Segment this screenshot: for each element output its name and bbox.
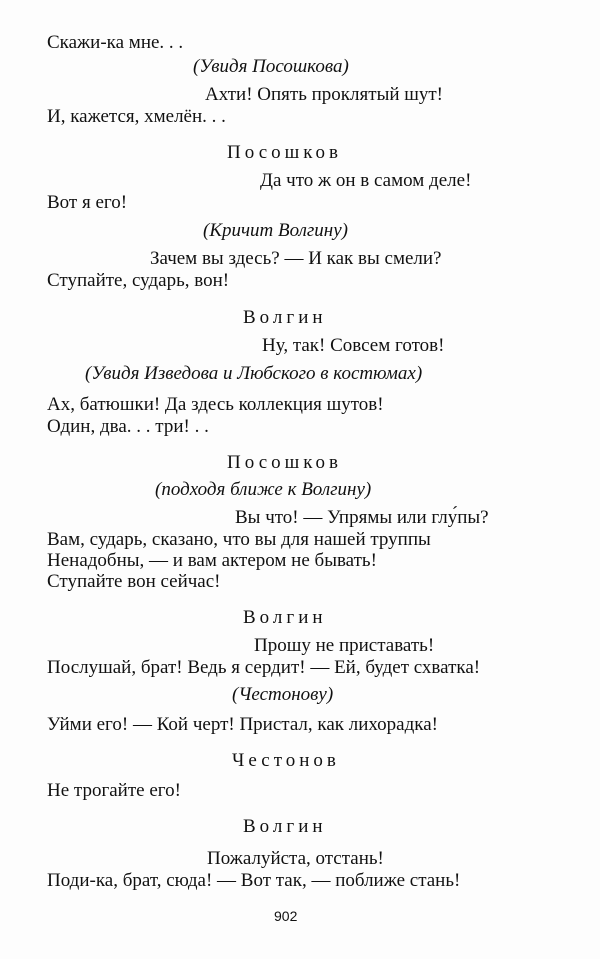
stage-direction: (Кричит Волгину) (203, 220, 348, 241)
verse-line: Ахти! Опять проклятый шут! (205, 84, 444, 105)
stage-direction: (подходя ближе к Волгину) (155, 479, 372, 500)
verse-line: Скажи-ка мне. . . (47, 32, 184, 53)
speaker-name: Посошков (227, 452, 342, 473)
verse-line: Поди-ка, брат, сюда! — Вот так, — поближе стань! (47, 870, 461, 891)
verse-line: Ступайте, сударь, вон! (47, 270, 230, 291)
speaker-name: Волгин (243, 307, 327, 328)
verse-line: Ненадобны, — и вам актером не бывать! (47, 550, 377, 571)
stage-direction: (Увидя Изведова и Любского в костюмах) (85, 363, 423, 384)
verse-line: И, кажется, хмелён. . . (47, 106, 226, 127)
speaker-name: Волгин (243, 816, 327, 837)
verse-line: Один, два. . . три! . . (47, 416, 209, 437)
verse-line: Не трогайте его! (47, 780, 181, 801)
verse-line: Зачем вы здесь? — И как вы смели? (150, 248, 442, 269)
verse-line: Пожалуйста, отстань! (207, 848, 384, 869)
verse-line: Вам, сударь, сказано, что вы для нашей труппы (47, 529, 431, 550)
verse-line: Вот я его! (47, 192, 128, 213)
verse-line: Да что ж он в самом деле! (260, 170, 472, 191)
speaker-name: Волгин (243, 607, 327, 628)
speaker-name: Посошков (227, 142, 342, 163)
speaker-name: Честонов (232, 750, 340, 771)
page-number: 902 (274, 908, 298, 924)
stage-direction: (Увидя Посошкова) (193, 56, 349, 77)
verse-line: Послушай, брат! Ведь я сердит! — Ей, будет схватка! (47, 657, 481, 678)
verse-line: Вы что! — Упрямы или глу́пы? (235, 507, 489, 528)
stage-direction: (Честонову) (232, 684, 334, 705)
verse-line: Ах, батюшки! Да здесь коллекция шутов! (47, 394, 384, 415)
verse-line: Уйми его! — Кой черт! Пристал, как лихорадка! (47, 714, 438, 735)
verse-line: Ступайте вон сейчас! (47, 571, 221, 592)
verse-line: Прошу не приставать! (254, 635, 435, 656)
verse-line: Ну, так! Совсем готов! (262, 335, 445, 356)
